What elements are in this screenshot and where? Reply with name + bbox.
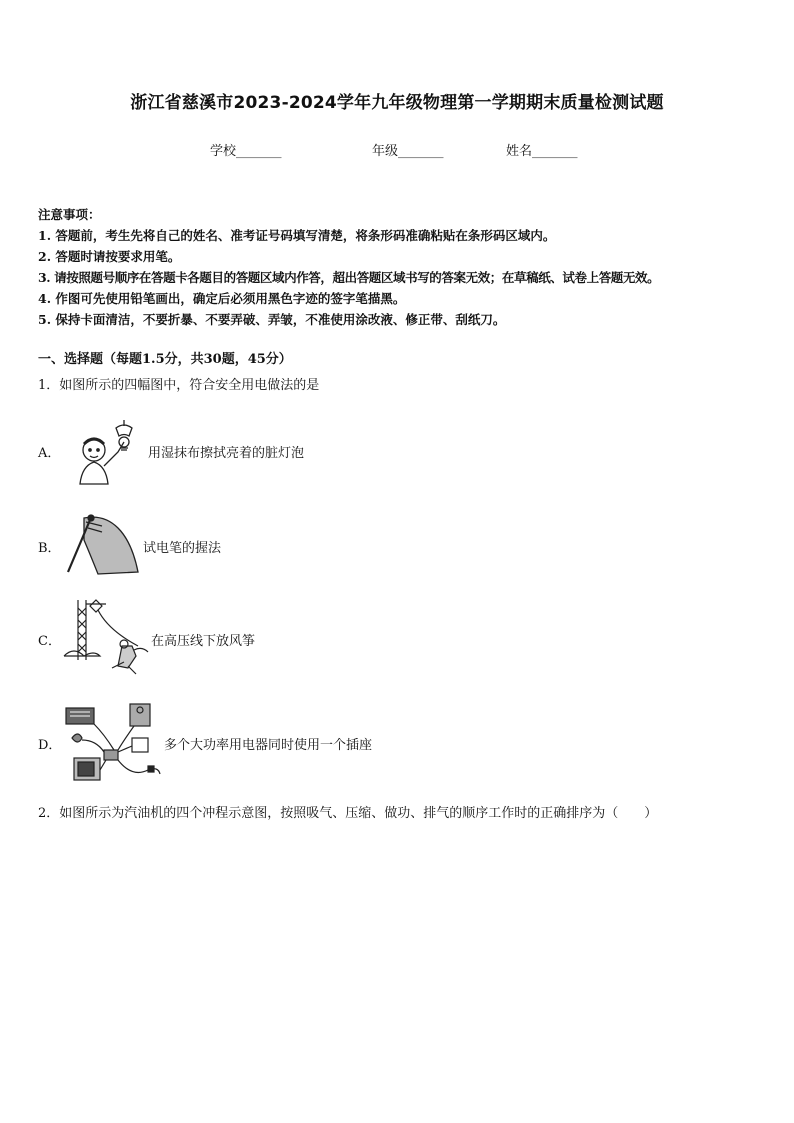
notice-item: 3. 请按照题号顺序在答题卡各题目的答题区域内作答，超出答题区域书写的答案无效；在草稿纸、试卷上答题无效。 [38, 270, 660, 285]
wiping-bulb-illustration [64, 414, 148, 494]
option-a-label: A． [38, 446, 61, 461]
kite-under-power-line-illustration [62, 596, 152, 680]
option-b-label: B． [38, 541, 61, 556]
test-pen-grip-illustration [64, 510, 142, 578]
notice-item: 4. 作图可先使用铅笔画出，确定后必须用黑色字迹的签字笔描黑。 [38, 291, 406, 306]
section-heading: 一、选择题（每题1.5分，共30题，45分） [38, 352, 292, 367]
grade-field[interactable]: 年级_______ [372, 144, 444, 159]
option-c-label: C． [38, 634, 61, 649]
question-2-stem: 2．如图所示为汽油机的四个冲程示意图，按照吸气、压缩、做功、排气的顺序工作时的正确排序为（ ） [38, 806, 658, 821]
notice-item: 1. 答题前，考生先将自己的姓名、准考证号码填写清楚，将条形码准确粘贴在条形码区域内。 [38, 228, 556, 243]
option-b-text: 试电笔的握法 [143, 541, 222, 556]
notice-block [38, 204, 778, 330]
option-c-text: 在高压线下放风筝 [151, 634, 256, 649]
notice-item: 2. 答题时请按要求用笔。 [38, 249, 181, 264]
overloaded-socket-illustration [64, 700, 164, 786]
option-d-label: D． [38, 738, 62, 753]
option-d-text: 多个大功率用电器同时使用一个插座 [164, 738, 373, 753]
option-a-text: 用湿抹布擦拭亮着的脏灯泡 [148, 446, 305, 461]
notice-heading: 注意事项： [38, 207, 101, 222]
page-title: 浙江省慈溪市2023-2024学年九年级物理第一学期期末质量检测试题 [130, 93, 664, 113]
school-field[interactable]: 学校_______ [210, 144, 282, 159]
question-1-stem: 1．如图所示的四幅图中，符合安全用电做法的是 [38, 378, 320, 393]
notice-item: 5. 保持卡面清洁，不要折暴、不要弄破、弄皱，不准使用涂改液、修正带、刮纸刀。 [38, 312, 506, 327]
name-field[interactable]: 姓名_______ [506, 144, 578, 159]
